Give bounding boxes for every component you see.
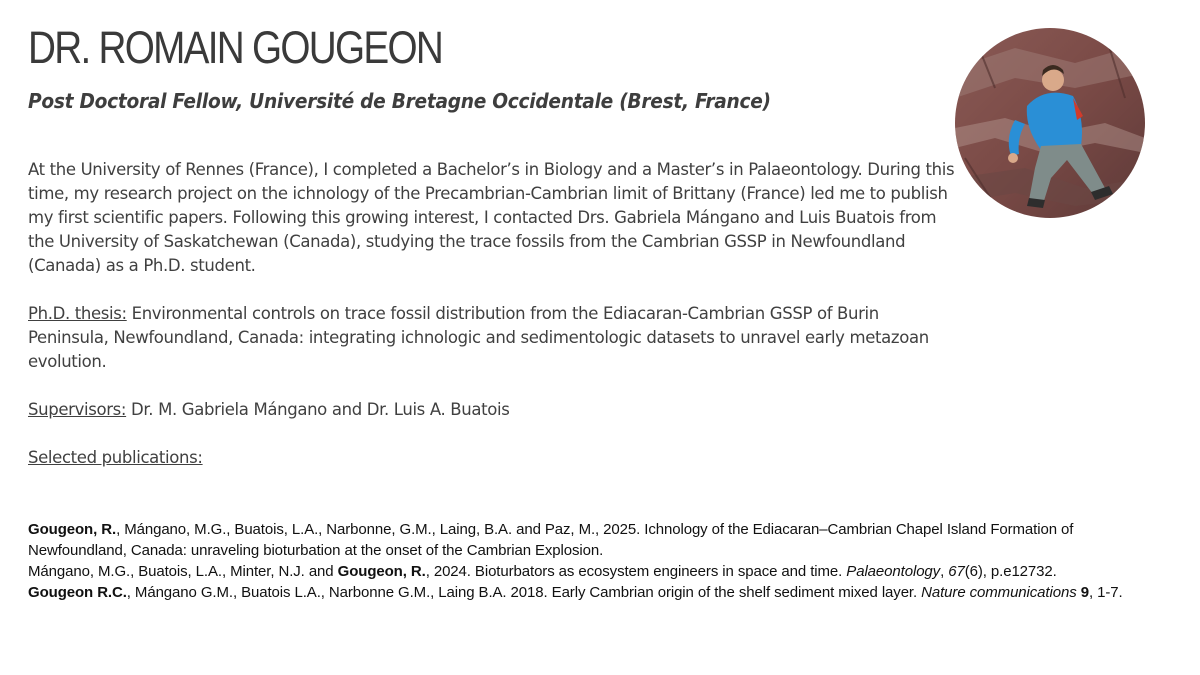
publications-list [28, 519, 1138, 603]
publications-heading [28, 446, 963, 470]
publication-volume: 67 [948, 563, 965, 580]
thesis-text: Environmental controls on trace fossil distribution from the Ediacaran-Cambrian GSSP of Burin Peninsula, Newfoundland, Canada: integrating ichnologic and sedimentologic datasets to unravel early metazoan evolution. [28, 304, 929, 371]
publication-volume: 9 [1080, 584, 1089, 601]
supervisors-paragraph [28, 398, 963, 422]
publication-sep: , [940, 563, 949, 580]
position-subtitle: Post Doctoral Fellow, Université de Bretagne Occidentale (Brest, France) [28, 89, 771, 113]
publication-item [28, 561, 1138, 582]
thesis-paragraph [28, 302, 963, 374]
publication-text: , Mángano G.M., Buatois L.A., Narbonne G.M., Laing B.A. 2018. Early Cambrian origin of the shelf sediment mixed layer. [126, 584, 922, 601]
publication-text: , Mángano, M.G., Buatois, L.A., Narbonne, G.M., Laing, B.A. and Paz, M., 2025. Ichnology of the Ediacaran–Cambrian Chapel Island Formation of Newfoundland, Canada: unraveling bioturbation at the onset of the Cambrian Explosion. [28, 521, 1074, 559]
publication-text-pre: Mángano, M.G., Buatois, L.A., Minter, N.J. and [28, 563, 338, 580]
publication-author-highlight: Gougeon R.C. [28, 584, 127, 601]
publication-tail: (6), p.e12732. [964, 563, 1057, 580]
page-title: DR. ROMAIN GOUGEON [28, 22, 443, 73]
publication-item [28, 582, 1138, 603]
publication-tail: , 1-7. [1088, 584, 1123, 601]
publication-journal: Nature communications [921, 584, 1077, 601]
publication-item [28, 519, 1138, 561]
bio-paragraph: At the University of Rennes (France), I completed a Bachelor’s in Biology and a Master’s in Palaeontology. During this time, my research project on the ichnology of the Precambrian-Cambrian limit of Brittany (France) led me to publish my first scientific papers. Following this growing interest, I contacted Drs. Gabriela Mángano and Luis Buatois from the University of Saskatchewan (Canada), studying the trace fossils from the Cambrian GSSP in Newfoundland (Canada) as a Ph.D. student. [28, 160, 955, 275]
publication-author-highlight: Gougeon, R. [337, 563, 426, 580]
publication-journal: Palaeontology [846, 563, 941, 580]
supervisors-text: Dr. M. Gabriela Mángano and Dr. Luis A. Buatois [126, 400, 510, 419]
publication-author-highlight: Gougeon, R. [28, 521, 117, 538]
supervisors-label: Supervisors: [28, 400, 127, 419]
portrait-photo-icon [955, 28, 1145, 218]
biography-section [28, 158, 963, 494]
publication-text: , 2024. Bioturbators as ecosystem engineers in space and time. [425, 563, 847, 580]
portrait-photo [955, 28, 1145, 218]
publications-heading-label: Selected publications: [28, 448, 203, 467]
thesis-label: Ph.D. thesis: [28, 304, 127, 323]
